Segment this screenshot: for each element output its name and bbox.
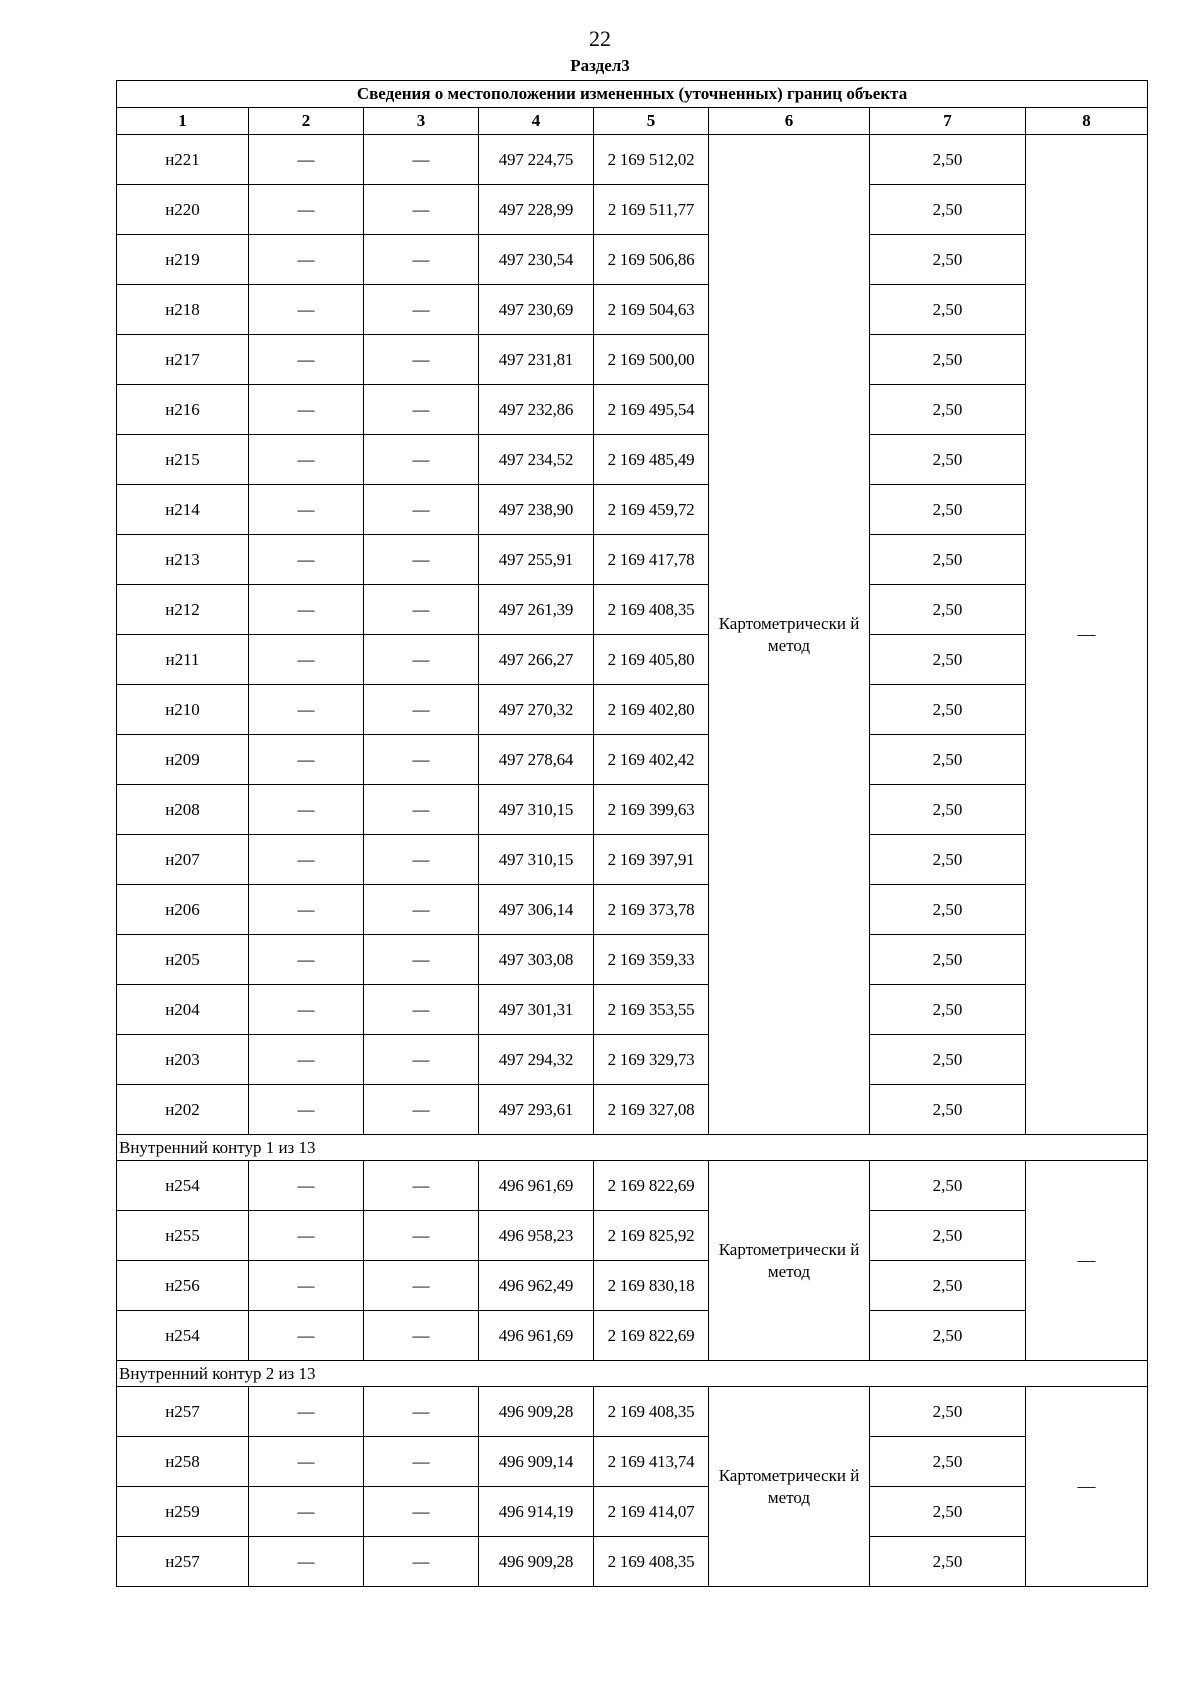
column-number: 6 bbox=[709, 108, 870, 135]
column-2-cell: — bbox=[249, 1035, 364, 1085]
accuracy-cell: 2,50 bbox=[870, 985, 1026, 1035]
y-coordinate-cell: 2 169 373,78 bbox=[594, 885, 709, 935]
x-coordinate-cell: 497 261,39 bbox=[479, 585, 594, 635]
y-coordinate-cell: 2 169 500,00 bbox=[594, 335, 709, 385]
table-row bbox=[117, 285, 1148, 335]
point-name-cell: н217 bbox=[117, 335, 249, 385]
x-coordinate-cell: 497 234,52 bbox=[479, 435, 594, 485]
x-coordinate-cell: 496 914,19 bbox=[479, 1487, 594, 1537]
column-8-cell: — bbox=[1026, 135, 1148, 1135]
column-2-cell: — bbox=[249, 1085, 364, 1135]
method-cell: Картометрически й метод bbox=[709, 1387, 870, 1587]
table-row bbox=[117, 485, 1148, 535]
y-coordinate-cell: 2 169 413,74 bbox=[594, 1437, 709, 1487]
column-8-cell: — bbox=[1026, 1387, 1148, 1587]
accuracy-cell: 2,50 bbox=[870, 1261, 1026, 1311]
column-2-cell: — bbox=[249, 385, 364, 435]
column-3-cell: — bbox=[364, 1161, 479, 1211]
y-coordinate-cell: 2 169 830,18 bbox=[594, 1261, 709, 1311]
point-name-cell: н207 bbox=[117, 835, 249, 885]
table-row bbox=[117, 785, 1148, 835]
point-name-cell: н254 bbox=[117, 1311, 249, 1361]
accuracy-cell: 2,50 bbox=[870, 435, 1026, 485]
x-coordinate-cell: 497 230,69 bbox=[479, 285, 594, 335]
accuracy-cell: 2,50 bbox=[870, 585, 1026, 635]
table-row bbox=[117, 885, 1148, 935]
point-name-cell: н218 bbox=[117, 285, 249, 335]
column-2-cell: — bbox=[249, 1311, 364, 1361]
y-coordinate-cell: 2 169 504,63 bbox=[594, 285, 709, 335]
accuracy-cell: 2,50 bbox=[870, 885, 1026, 935]
table-row bbox=[117, 385, 1148, 435]
x-coordinate-cell: 497 293,61 bbox=[479, 1085, 594, 1135]
x-coordinate-cell: 497 224,75 bbox=[479, 135, 594, 185]
point-name-cell: н220 bbox=[117, 185, 249, 235]
column-2-cell: — bbox=[249, 935, 364, 985]
y-coordinate-cell: 2 169 485,49 bbox=[594, 435, 709, 485]
accuracy-cell: 2,50 bbox=[870, 1487, 1026, 1537]
point-name-cell: н255 bbox=[117, 1211, 249, 1261]
column-2-cell: — bbox=[249, 985, 364, 1035]
point-name-cell: н208 bbox=[117, 785, 249, 835]
x-coordinate-cell: 496 958,23 bbox=[479, 1211, 594, 1261]
point-name-cell: н259 bbox=[117, 1487, 249, 1537]
column-3-cell: — bbox=[364, 685, 479, 735]
column-2-cell: — bbox=[249, 135, 364, 185]
column-3-cell: — bbox=[364, 1035, 479, 1085]
x-coordinate-cell: 497 310,15 bbox=[479, 785, 594, 835]
y-coordinate-cell: 2 169 495,54 bbox=[594, 385, 709, 435]
table-row bbox=[117, 735, 1148, 785]
column-3-cell: — bbox=[364, 735, 479, 785]
accuracy-cell: 2,50 bbox=[870, 535, 1026, 585]
table-row bbox=[117, 1311, 1148, 1361]
table-caption-row bbox=[117, 81, 1148, 108]
column-3-cell: — bbox=[364, 1437, 479, 1487]
x-coordinate-cell: 497 266,27 bbox=[479, 635, 594, 685]
column-3-cell: — bbox=[364, 835, 479, 885]
table-row bbox=[117, 685, 1148, 735]
accuracy-cell: 2,50 bbox=[870, 735, 1026, 785]
column-2-cell: — bbox=[249, 835, 364, 885]
table-row bbox=[117, 235, 1148, 285]
y-coordinate-cell: 2 169 408,35 bbox=[594, 1387, 709, 1437]
x-coordinate-cell: 497 255,91 bbox=[479, 535, 594, 585]
column-3-cell: — bbox=[364, 535, 479, 585]
column-3-cell: — bbox=[364, 1085, 479, 1135]
column-3-cell: — bbox=[364, 1487, 479, 1537]
boundary-coordinates-table bbox=[116, 80, 1148, 1587]
column-2-cell: — bbox=[249, 635, 364, 685]
accuracy-cell: 2,50 bbox=[870, 635, 1026, 685]
column-2-cell: — bbox=[249, 1487, 364, 1537]
column-2-cell: — bbox=[249, 1387, 364, 1437]
y-coordinate-cell: 2 169 822,69 bbox=[594, 1311, 709, 1361]
accuracy-cell: 2,50 bbox=[870, 1211, 1026, 1261]
y-coordinate-cell: 2 169 397,91 bbox=[594, 835, 709, 885]
x-coordinate-cell: 496 909,28 bbox=[479, 1537, 594, 1587]
accuracy-cell: 2,50 bbox=[870, 1035, 1026, 1085]
accuracy-cell: 2,50 bbox=[870, 685, 1026, 735]
y-coordinate-cell: 2 169 402,80 bbox=[594, 685, 709, 735]
column-3-cell: — bbox=[364, 235, 479, 285]
y-coordinate-cell: 2 169 353,55 bbox=[594, 985, 709, 1035]
x-coordinate-cell: 497 238,90 bbox=[479, 485, 594, 535]
column-2-cell: — bbox=[249, 335, 364, 385]
point-name-cell: н214 bbox=[117, 485, 249, 535]
point-name-cell: н204 bbox=[117, 985, 249, 1035]
column-3-cell: — bbox=[364, 585, 479, 635]
point-name-cell: н258 bbox=[117, 1437, 249, 1487]
column-3-cell: — bbox=[364, 635, 479, 685]
point-name-cell: н257 bbox=[117, 1537, 249, 1587]
column-number: 1 bbox=[117, 108, 249, 135]
point-name-cell: н221 bbox=[117, 135, 249, 185]
y-coordinate-cell: 2 169 459,72 bbox=[594, 485, 709, 535]
y-coordinate-cell: 2 169 405,80 bbox=[594, 635, 709, 685]
table-row bbox=[117, 1161, 1148, 1211]
accuracy-cell: 2,50 bbox=[870, 1387, 1026, 1437]
column-2-cell: — bbox=[249, 235, 364, 285]
table-row bbox=[117, 1437, 1148, 1487]
contour-group-label: Внутренний контур 1 из 13 bbox=[117, 1135, 1148, 1161]
x-coordinate-cell: 496 909,28 bbox=[479, 1387, 594, 1437]
column-3-cell: — bbox=[364, 1261, 479, 1311]
column-number: 2 bbox=[249, 108, 364, 135]
point-name-cell: н209 bbox=[117, 735, 249, 785]
table-row bbox=[117, 1537, 1148, 1587]
column-2-cell: — bbox=[249, 1161, 364, 1211]
column-2-cell: — bbox=[249, 885, 364, 935]
point-name-cell: н216 bbox=[117, 385, 249, 435]
x-coordinate-cell: 497 228,99 bbox=[479, 185, 594, 235]
column-3-cell: — bbox=[364, 935, 479, 985]
accuracy-cell: 2,50 bbox=[870, 785, 1026, 835]
x-coordinate-cell: 496 961,69 bbox=[479, 1311, 594, 1361]
point-name-cell: н210 bbox=[117, 685, 249, 735]
table-row bbox=[117, 985, 1148, 1035]
column-2-cell: — bbox=[249, 735, 364, 785]
accuracy-cell: 2,50 bbox=[870, 1085, 1026, 1135]
accuracy-cell: 2,50 bbox=[870, 1437, 1026, 1487]
x-coordinate-cell: 497 294,32 bbox=[479, 1035, 594, 1085]
column-2-cell: — bbox=[249, 1261, 364, 1311]
column-2-cell: — bbox=[249, 1437, 364, 1487]
column-3-cell: — bbox=[364, 985, 479, 1035]
table-row bbox=[117, 185, 1148, 235]
column-number: 4 bbox=[479, 108, 594, 135]
point-name-cell: н203 bbox=[117, 1035, 249, 1085]
column-3-cell: — bbox=[364, 1537, 479, 1587]
contour-group-row bbox=[117, 1361, 1148, 1387]
y-coordinate-cell: 2 169 511,77 bbox=[594, 185, 709, 235]
column-3-cell: — bbox=[364, 485, 479, 535]
accuracy-cell: 2,50 bbox=[870, 935, 1026, 985]
point-name-cell: н256 bbox=[117, 1261, 249, 1311]
table-row bbox=[117, 535, 1148, 585]
table-row bbox=[117, 1211, 1148, 1261]
column-number: 8 bbox=[1026, 108, 1148, 135]
y-coordinate-cell: 2 169 825,92 bbox=[594, 1211, 709, 1261]
column-3-cell: — bbox=[364, 785, 479, 835]
point-name-cell: н257 bbox=[117, 1387, 249, 1437]
y-coordinate-cell: 2 169 512,02 bbox=[594, 135, 709, 185]
column-2-cell: — bbox=[249, 785, 364, 835]
x-coordinate-cell: 497 270,32 bbox=[479, 685, 594, 735]
x-coordinate-cell: 497 306,14 bbox=[479, 885, 594, 935]
accuracy-cell: 2,50 bbox=[870, 285, 1026, 335]
accuracy-cell: 2,50 bbox=[870, 1311, 1026, 1361]
table-row bbox=[117, 435, 1148, 485]
table-row bbox=[117, 585, 1148, 635]
column-3-cell: — bbox=[364, 185, 479, 235]
column-3-cell: — bbox=[364, 1211, 479, 1261]
column-3-cell: — bbox=[364, 1387, 479, 1437]
x-coordinate-cell: 497 303,08 bbox=[479, 935, 594, 985]
column-number-row bbox=[117, 108, 1148, 135]
column-3-cell: — bbox=[364, 285, 479, 335]
x-coordinate-cell: 496 962,49 bbox=[479, 1261, 594, 1311]
column-3-cell: — bbox=[364, 135, 479, 185]
accuracy-cell: 2,50 bbox=[870, 185, 1026, 235]
accuracy-cell: 2,50 bbox=[870, 335, 1026, 385]
point-name-cell: н205 bbox=[117, 935, 249, 985]
table-row bbox=[117, 1085, 1148, 1135]
point-name-cell: н213 bbox=[117, 535, 249, 585]
contour-group-label: Внутренний контур 2 из 13 bbox=[117, 1361, 1148, 1387]
column-number: 5 bbox=[594, 108, 709, 135]
x-coordinate-cell: 497 230,54 bbox=[479, 235, 594, 285]
column-2-cell: — bbox=[249, 435, 364, 485]
y-coordinate-cell: 2 169 408,35 bbox=[594, 585, 709, 635]
accuracy-cell: 2,50 bbox=[870, 235, 1026, 285]
column-2-cell: — bbox=[249, 585, 364, 635]
column-3-cell: — bbox=[364, 435, 479, 485]
table-row bbox=[117, 1035, 1148, 1085]
accuracy-cell: 2,50 bbox=[870, 1161, 1026, 1211]
table-row bbox=[117, 635, 1148, 685]
point-name-cell: н211 bbox=[117, 635, 249, 685]
table-caption: Сведения о местоположении измененных (уточненных) границ объекта bbox=[117, 81, 1148, 108]
y-coordinate-cell: 2 169 399,63 bbox=[594, 785, 709, 835]
column-2-cell: — bbox=[249, 485, 364, 535]
point-name-cell: н254 bbox=[117, 1161, 249, 1211]
accuracy-cell: 2,50 bbox=[870, 1537, 1026, 1587]
x-coordinate-cell: 497 278,64 bbox=[479, 735, 594, 785]
column-3-cell: — bbox=[364, 1311, 479, 1361]
x-coordinate-cell: 497 232,86 bbox=[479, 385, 594, 435]
column-2-cell: — bbox=[249, 1211, 364, 1261]
x-coordinate-cell: 497 231,81 bbox=[479, 335, 594, 385]
table-row bbox=[117, 1261, 1148, 1311]
contour-group-row bbox=[117, 1135, 1148, 1161]
column-2-cell: — bbox=[249, 685, 364, 735]
y-coordinate-cell: 2 169 822,69 bbox=[594, 1161, 709, 1211]
column-number: 3 bbox=[364, 108, 479, 135]
x-coordinate-cell: 496 909,14 bbox=[479, 1437, 594, 1487]
y-coordinate-cell: 2 169 408,35 bbox=[594, 1537, 709, 1587]
section-title: Раздел3 bbox=[570, 56, 630, 75]
accuracy-cell: 2,50 bbox=[870, 835, 1026, 885]
x-coordinate-cell: 496 961,69 bbox=[479, 1161, 594, 1211]
column-8-cell: — bbox=[1026, 1161, 1148, 1361]
method-cell: Картометрически й метод bbox=[709, 135, 870, 1135]
table-row bbox=[117, 335, 1148, 385]
table-row bbox=[117, 135, 1148, 185]
accuracy-cell: 2,50 bbox=[870, 485, 1026, 535]
y-coordinate-cell: 2 169 327,08 bbox=[594, 1085, 709, 1135]
column-3-cell: — bbox=[364, 335, 479, 385]
page-number: 22 bbox=[589, 26, 611, 51]
column-2-cell: — bbox=[249, 535, 364, 585]
column-2-cell: — bbox=[249, 185, 364, 235]
y-coordinate-cell: 2 169 359,33 bbox=[594, 935, 709, 985]
point-name-cell: н219 bbox=[117, 235, 249, 285]
table-row bbox=[117, 1487, 1148, 1537]
y-coordinate-cell: 2 169 417,78 bbox=[594, 535, 709, 585]
y-coordinate-cell: 2 169 402,42 bbox=[594, 735, 709, 785]
x-coordinate-cell: 497 301,31 bbox=[479, 985, 594, 1035]
method-cell: Картометрически й метод bbox=[709, 1161, 870, 1361]
point-name-cell: н212 bbox=[117, 585, 249, 635]
column-2-cell: — bbox=[249, 1537, 364, 1587]
point-name-cell: н202 bbox=[117, 1085, 249, 1135]
accuracy-cell: 2,50 bbox=[870, 385, 1026, 435]
x-coordinate-cell: 497 310,15 bbox=[479, 835, 594, 885]
table-row bbox=[117, 1387, 1148, 1437]
column-number: 7 bbox=[870, 108, 1026, 135]
point-name-cell: н215 bbox=[117, 435, 249, 485]
column-3-cell: — bbox=[364, 885, 479, 935]
column-3-cell: — bbox=[364, 385, 479, 435]
y-coordinate-cell: 2 169 506,86 bbox=[594, 235, 709, 285]
table-row bbox=[117, 935, 1148, 985]
y-coordinate-cell: 2 169 329,73 bbox=[594, 1035, 709, 1085]
accuracy-cell: 2,50 bbox=[870, 135, 1026, 185]
column-2-cell: — bbox=[249, 285, 364, 335]
y-coordinate-cell: 2 169 414,07 bbox=[594, 1487, 709, 1537]
table-row bbox=[117, 835, 1148, 885]
point-name-cell: н206 bbox=[117, 885, 249, 935]
